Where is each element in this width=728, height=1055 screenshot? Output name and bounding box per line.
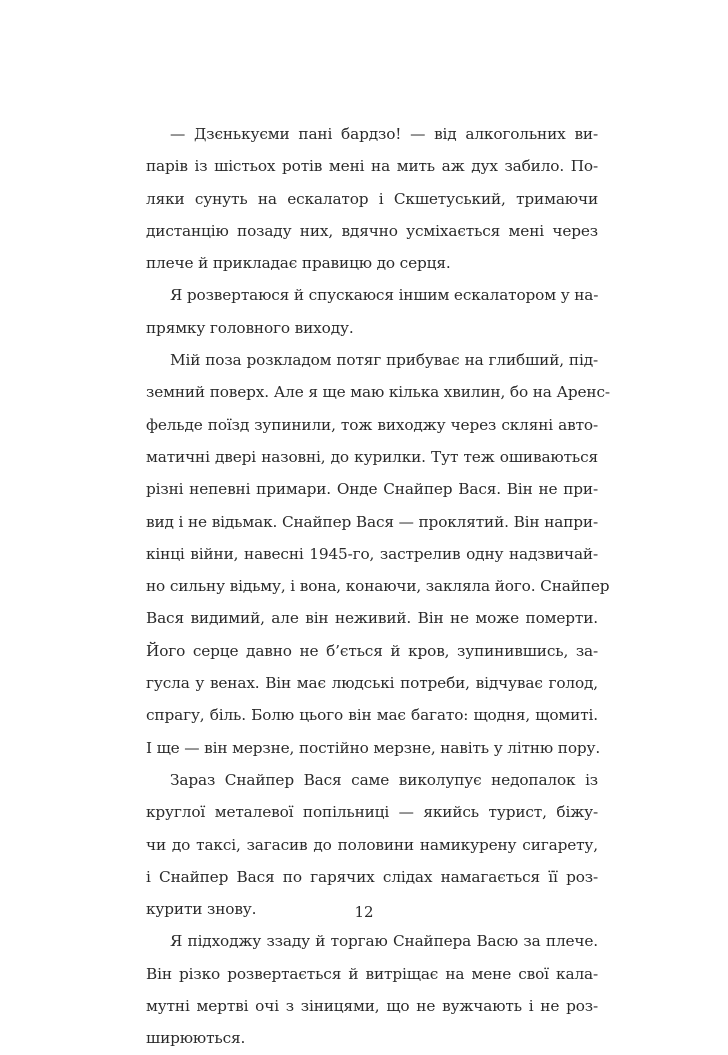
text-line: вид і не відьмак. Снайпер Вася — проклятий. Він напри-: [146, 512, 598, 531]
text-line: Мій поза розкладом потяг прибуває на глибший, під-: [170, 351, 598, 370]
page-number: 12: [354, 903, 374, 921]
text-line: чи до таксі, загасив до половини намикурену сигарету,: [146, 835, 598, 854]
text-line: фельде поїзд зупинили, тож виходжу через скляні авто-: [146, 415, 598, 434]
text-line: круглої металевої попільниці — якийсь турист, біжу-: [146, 803, 598, 822]
text-line: гусла у венах. Він має людські потреби, відчуває голод,: [146, 674, 598, 693]
text-line: Він різко розвертається й витріщає на мене свої кала-: [146, 964, 598, 983]
text-line: Вася видимий, але він неживий. Він не може померти.: [146, 609, 598, 628]
text-line: Я розвертаюся й спускаюся іншим ескалатором у на-: [170, 286, 599, 305]
text-line: спрагу, біль. Болю цього він має багато: щодня, щомиті.: [146, 706, 598, 725]
text-line: кінці війни, навесні 1945-го, застрелив одну надзвичай-: [146, 544, 598, 563]
text-line: ляки сунуть на ескалатор і Скшетуський, тримаючи: [146, 189, 598, 208]
text-line: Зараз Снайпер Вася саме виколупує недопалок із: [170, 770, 598, 789]
text-line: Його серце давно не б’ється й кров, зупинившись, за-: [146, 641, 598, 660]
text-line: курити знову.: [146, 900, 257, 919]
text-line: парів із шістьох ротів мені на мить аж дух забило. По-: [146, 157, 598, 176]
text-line: плече й прикладає правицю до серця.: [146, 254, 451, 273]
text-line: но сильну відьму, і вона, конаючи, закляла його. Снайпер: [146, 577, 610, 596]
text-line: ширюються.: [146, 1029, 246, 1048]
text-line: — Дзєнькуєми пані бардзо! — від алкогольних ви-: [170, 125, 598, 143]
text-line: Я підходжу ззаду й торгаю Снайпера Васю за плече.: [170, 932, 598, 951]
text-line: І ще — він мерзне, постійно мерзне, навіть у літню пору.: [146, 738, 601, 757]
text-line: і Снайпер Вася по гарячих слідах намагається її роз-: [146, 867, 598, 886]
text-line: матичні двері назовні, до курилки. Тут теж ошиваються: [146, 447, 598, 466]
text-line: мутні мертві очі з зіницями, що не вужчають і не роз-: [146, 997, 598, 1016]
text-line: дистанцію позаду них, вдячно усміхається мені через: [146, 221, 598, 240]
text-line: різні непевні примари. Онде Снайпер Вася. Він не при-: [146, 480, 598, 499]
text-line: земний поверх. Але я ще маю кілька хвилин, бо на Аренс-: [146, 383, 610, 402]
text-line: прямку головного виходу.: [146, 318, 354, 337]
